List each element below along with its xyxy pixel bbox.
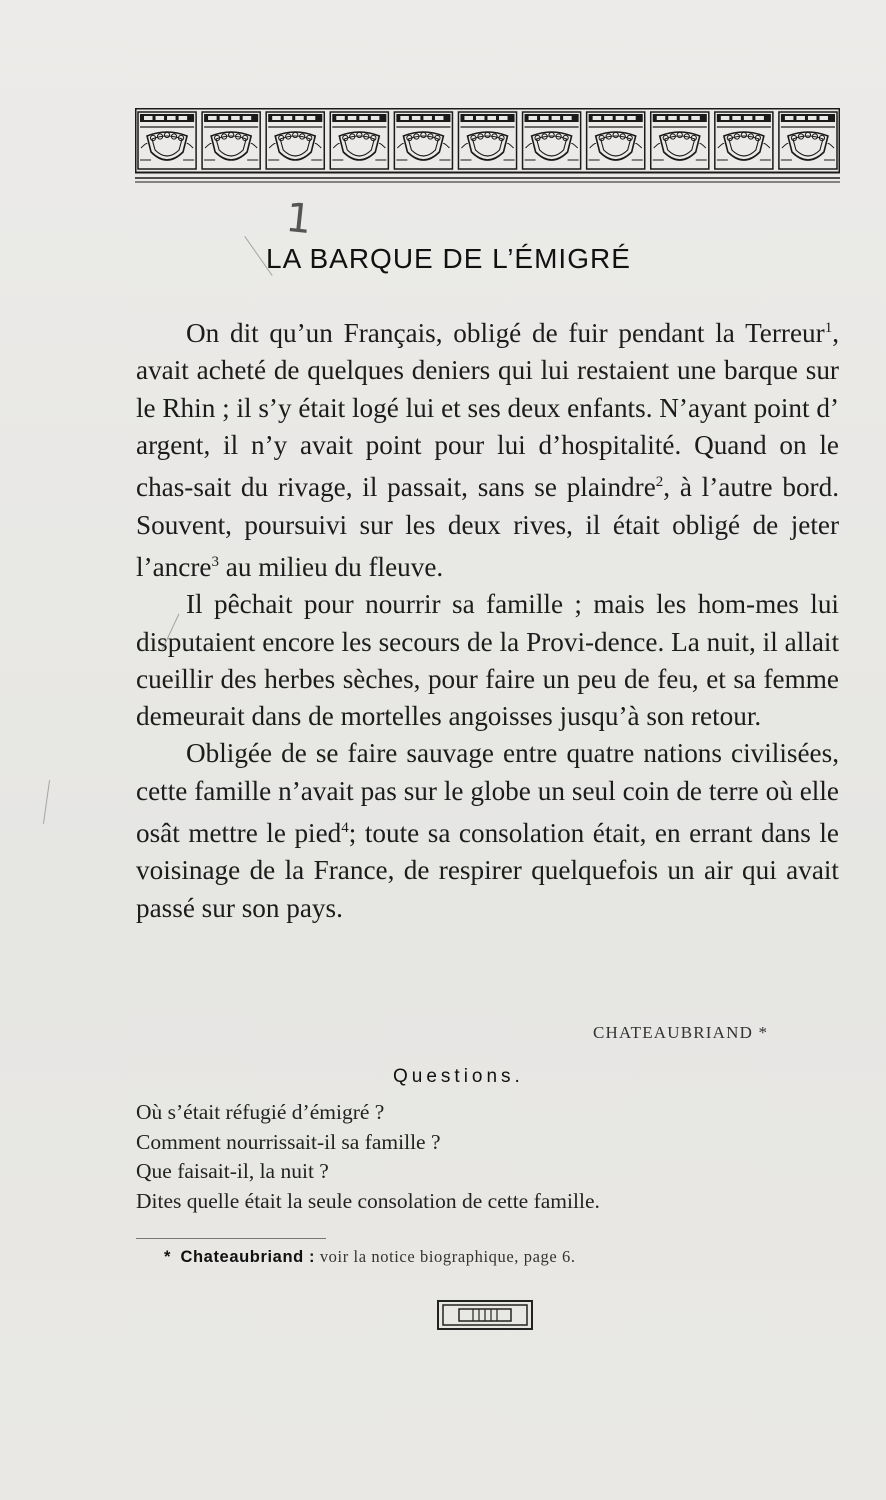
frieze-ornament — [744, 116, 753, 120]
paragraph-3: Obligée de se faire sauvage entre quatre nations civilisées, cette famille n’avait pas sur le globe un seul coin de terre où elle osât mettre le pied$^4$; toute sa consolation était, en errant dans le voisinage de la France, de respirer quelquefois un air qui avait passé sur son pays. — [136, 738, 839, 923]
frieze-ornament — [167, 116, 176, 120]
frieze-ornament — [156, 116, 165, 120]
frieze-ornament — [540, 116, 549, 120]
question-item: Dites quelle était la seule consolation de cette famille. — [136, 1188, 600, 1213]
frieze-ornament — [435, 116, 444, 120]
footnote — [164, 1247, 576, 1267]
frieze-ornament — [499, 116, 508, 120]
frieze-ornament — [269, 144, 275, 149]
questions-heading: Questions. — [393, 1066, 524, 1087]
frieze-ornament — [152, 136, 182, 156]
frieze-ornament — [179, 116, 188, 120]
frieze-ornament — [461, 144, 467, 149]
frieze-ornament — [508, 144, 514, 149]
question-item: Où s’était réfugié d’émigré ? — [136, 1100, 385, 1124]
note-ref: 2 — [655, 474, 664, 491]
footnote-marker: * — [164, 1248, 172, 1266]
frieze-ornament — [164, 132, 169, 137]
handwritten-page-number: 1 — [283, 194, 314, 244]
page-title: LA BARQUE DE L’ÉMIGRÉ — [266, 243, 631, 274]
frieze-ornament — [141, 144, 147, 149]
frieze-ornament — [668, 116, 677, 120]
frieze-ornament — [231, 116, 240, 120]
frieze-ornament — [526, 144, 532, 149]
frieze-ornament — [529, 116, 538, 120]
frieze-ornament — [691, 116, 700, 120]
author-signature: CHATEAUBRIAND * — [593, 1023, 769, 1042]
story-text — [136, 310, 839, 927]
end-ornament — [437, 1300, 533, 1330]
frieze-ornament — [243, 116, 252, 120]
frieze-ornament — [333, 144, 339, 149]
footnote-divider — [136, 1238, 326, 1239]
question-item: Comment nourrissait-il sa famille ? — [136, 1129, 441, 1154]
questions-list — [136, 1098, 839, 1216]
frieze-ornament — [421, 132, 426, 137]
frieze-ornament — [485, 132, 490, 137]
footnote-text: voir la notice biographique, page 6. — [319, 1247, 576, 1266]
frieze-ornament — [549, 132, 554, 137]
frieze-ornament — [805, 132, 810, 137]
frieze-ornament — [412, 116, 421, 120]
frieze-ornament — [552, 116, 561, 120]
frieze-ornament — [371, 116, 380, 120]
frieze-ornament — [315, 144, 321, 149]
frieze-ornament — [272, 116, 281, 120]
frieze-ornament — [144, 116, 153, 120]
frieze-ornament — [293, 132, 298, 137]
frieze-ornament — [307, 116, 316, 120]
paragraph-1: On dit qu’un Français, obligé de fuir pendant la Terreur$^1$, avait acheté de quelques deniers qui lui restaient une barque sur le Rhin ; il s’y était logé lui et ses deux enfants. N’ayant point d’ argent, il n’y avait point pour lui d’hospitalité. Quand on le chas-sait du rivage, il passait, sans se plaindre$^2$, à l’autre bord. Souvent, poursuivi sur les deux rives, il était obligé de jeter l’ancre$^3$ au milieu du fleuve. — [136, 318, 839, 582]
frieze-ornament — [782, 144, 788, 149]
frieze-ornament — [741, 132, 746, 137]
frieze-ornament — [590, 144, 596, 149]
frieze-ornament — [729, 136, 759, 156]
frieze-ornament — [796, 116, 805, 120]
frieze-ornament — [732, 116, 741, 120]
frieze-ornament — [755, 116, 764, 120]
frieze-ornament — [537, 136, 567, 156]
note-ref: 4 — [341, 820, 349, 837]
frieze-ornament — [280, 136, 310, 156]
frieze-ornament — [665, 136, 695, 156]
frieze-ornament — [208, 116, 217, 120]
frieze-ornament — [488, 116, 497, 120]
frieze-ornament — [473, 136, 503, 156]
paragraph-2: Il pêchait pour nourrir sa famille ; mais les hom-mes lui disputaient encore les secours de la Provi-dence. La nuit, il allait cueillir des herbes sèches, pour faire un peu de feu, et sa femme demeurait dans de mortelles angoisses jusqu’à son retour. — [136, 589, 839, 732]
frieze-ornament — [357, 132, 362, 137]
frieze-ornament — [295, 116, 304, 120]
frieze-ornament — [284, 116, 293, 120]
frieze-ornament — [785, 116, 794, 120]
frieze-ornament — [718, 144, 724, 149]
frieze-ornament — [216, 136, 246, 156]
frieze-ornament — [423, 116, 432, 120]
frieze-ornament — [721, 116, 730, 120]
question-item: Que faisait-il, la nuit ? — [136, 1159, 329, 1184]
frieze-ornament — [229, 132, 234, 137]
frieze-ornament — [627, 116, 636, 120]
note-ref: 3 — [211, 553, 219, 570]
frieze-ornament — [348, 116, 357, 120]
frieze-ornament — [636, 144, 642, 149]
frieze-ornament — [443, 144, 449, 149]
frieze-ornament — [359, 116, 368, 120]
frieze-ornament — [397, 144, 403, 149]
decorative-frieze — [135, 108, 840, 183]
frieze-ornament — [601, 136, 631, 156]
frieze-ornament — [593, 116, 602, 120]
frieze-ornament — [808, 116, 817, 120]
frieze-ornament — [677, 132, 682, 137]
frieze-ornament — [251, 144, 257, 149]
frieze-ornament — [476, 116, 485, 120]
frieze-ornament — [604, 116, 613, 120]
frieze-ornament — [220, 116, 229, 120]
footnote-name: Chateaubriand : — [180, 1248, 316, 1266]
frieze-ornament — [616, 116, 625, 120]
frieze-ornament — [572, 144, 578, 149]
frieze-ornament — [793, 136, 823, 156]
frieze-ornament — [400, 116, 409, 120]
frieze-ornament — [187, 144, 193, 149]
frieze-ornament — [464, 116, 473, 120]
frieze-ornament — [379, 144, 385, 149]
frieze-ornament — [657, 116, 666, 120]
frieze-ornament — [819, 116, 828, 120]
frieze-ornament — [336, 116, 345, 120]
frieze-ornament — [828, 144, 834, 149]
frieze-ornament — [408, 136, 438, 156]
frieze-ornament — [680, 116, 689, 120]
frieze-ornament — [764, 144, 770, 149]
frieze-ornament — [563, 116, 572, 120]
frieze-ornament — [654, 144, 660, 149]
note-ref: 1 — [824, 320, 833, 336]
frieze-ornament — [344, 136, 374, 156]
pencil-mark — [43, 780, 50, 824]
frieze-ornament — [613, 132, 618, 137]
frieze-ornament — [700, 144, 706, 149]
frieze-ornament — [205, 144, 211, 149]
